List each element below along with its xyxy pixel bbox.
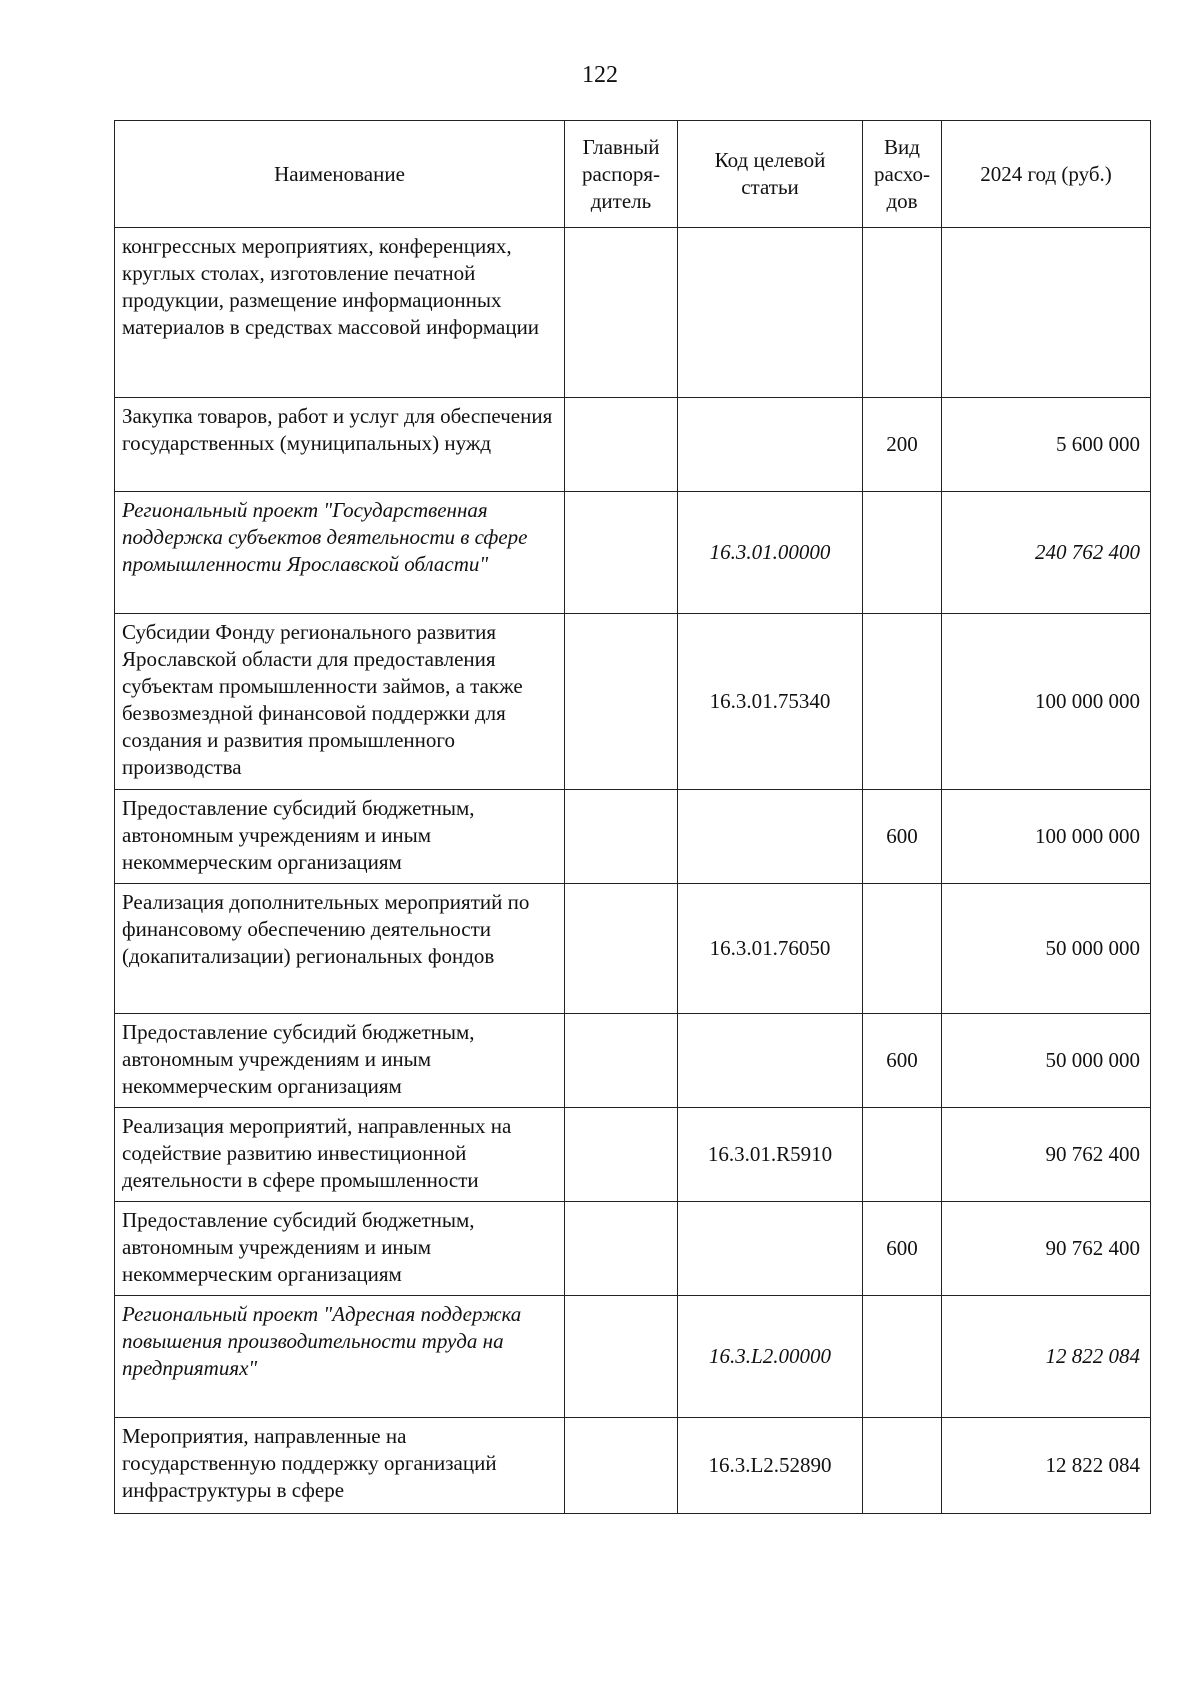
cell-amount: 100 000 000 (942, 790, 1151, 884)
page-number: 122 (582, 62, 618, 88)
cell-amount: 50 000 000 (942, 1014, 1151, 1108)
cell-admin (565, 614, 678, 790)
cell-name: Предоставление субсидий бюджетным, автономным учреждениям и иным некоммерческим организациям (115, 1202, 565, 1296)
table-row (115, 1202, 1151, 1296)
cell-code: 16.3.01.R5910 (678, 1108, 863, 1202)
cell-type (863, 492, 942, 614)
cell-name: Реализация мероприятий, направленных на содействие развитию инвестиционной деятельности в сфере промышленности (115, 1108, 565, 1202)
cell-name: Региональный проект "Адресная поддержка повышения производительности труда на предприятиях" (115, 1296, 565, 1418)
cell-admin (565, 492, 678, 614)
table-row (115, 1014, 1151, 1108)
cell-type (863, 228, 942, 398)
cell-name: Предоставление субсидий бюджетным, автономным учреждениям и иным некоммерческим организациям (115, 790, 565, 884)
table-row (115, 1108, 1151, 1202)
cell-name: Региональный проект "Государственная поддержка субъектов деятельности в сфере промышленности Ярославской области" (115, 492, 565, 614)
cell-amount: 90 762 400 (942, 1108, 1151, 1202)
cell-admin (565, 884, 678, 1014)
header-code: Код целевой статьи (678, 121, 863, 228)
cell-code: 16.3.01.76050 (678, 884, 863, 1014)
cell-amount: 240 762 400 (942, 492, 1151, 614)
cell-type (863, 1296, 942, 1418)
cell-name: Предоставление субсидий бюджетным, автономным учреждениям и иным некоммерческим организациям (115, 1014, 565, 1108)
cell-admin (565, 1108, 678, 1202)
cell-name: Реализация дополнительных мероприятий по финансовому обеспечению деятельности (докапитализации) региональных фондов (115, 884, 565, 1014)
cell-amount: 12 822 084 (942, 1418, 1151, 1514)
cell-admin (565, 1418, 678, 1514)
cell-code: 16.3.L2.00000 (678, 1296, 863, 1418)
table-row (115, 614, 1151, 790)
header-type: Вид расхо-дов (863, 121, 942, 228)
cell-type (863, 614, 942, 790)
cell-admin (565, 1014, 678, 1108)
cell-amount (942, 228, 1151, 398)
table-row (115, 884, 1151, 1014)
cell-name: Субсидии Фонду регионального развития Ярославской области для предоставления субъектам промышленности займов, а также безвозмездной финансовой поддержки для создания и развития промышленного производства (115, 614, 565, 790)
cell-amount: 12 822 084 (942, 1296, 1151, 1418)
header-admin: Главный распоря-дитель (565, 121, 678, 228)
cell-name: Закупка товаров, работ и услуг для обеспечения государственных (муниципальных) нужд (115, 398, 565, 492)
cell-code (678, 228, 863, 398)
budget-table (114, 120, 1151, 1514)
cell-type: 200 (863, 398, 942, 492)
cell-amount: 50 000 000 (942, 884, 1151, 1014)
cell-type: 600 (863, 790, 942, 884)
header-amount: 2024 год (руб.) (942, 121, 1151, 228)
cell-code: 16.3.01.75340 (678, 614, 863, 790)
cell-type (863, 1418, 942, 1514)
cell-code (678, 1202, 863, 1296)
cell-name: Мероприятия, направленные на государственную поддержку организаций инфраструктуры в сфере (115, 1418, 565, 1514)
table-row (115, 492, 1151, 614)
table-row (115, 1296, 1151, 1418)
cell-code (678, 790, 863, 884)
cell-admin (565, 228, 678, 398)
cell-admin (565, 790, 678, 884)
table-row (115, 790, 1151, 884)
cell-admin (565, 398, 678, 492)
cell-type (863, 1108, 942, 1202)
table-header-row (115, 121, 1151, 228)
cell-type: 600 (863, 1014, 942, 1108)
table-row (115, 228, 1151, 398)
cell-type (863, 884, 942, 1014)
cell-admin (565, 1296, 678, 1418)
cell-type: 600 (863, 1202, 942, 1296)
cell-name: конгрессных мероприятиях, конференциях, круглых столах, изготовление печатной продукции, размещение информационных материалов в средствах массовой информации (115, 228, 565, 398)
header-name: Наименование (115, 121, 565, 228)
cell-code (678, 1014, 863, 1108)
cell-amount: 90 762 400 (942, 1202, 1151, 1296)
table-row (115, 1418, 1151, 1514)
table-row (115, 398, 1151, 492)
cell-amount: 100 000 000 (942, 614, 1151, 790)
cell-code: 16.3.01.00000 (678, 492, 863, 614)
cell-amount: 5 600 000 (942, 398, 1151, 492)
cell-code (678, 398, 863, 492)
cell-admin (565, 1202, 678, 1296)
cell-code: 16.3.L2.52890 (678, 1418, 863, 1514)
